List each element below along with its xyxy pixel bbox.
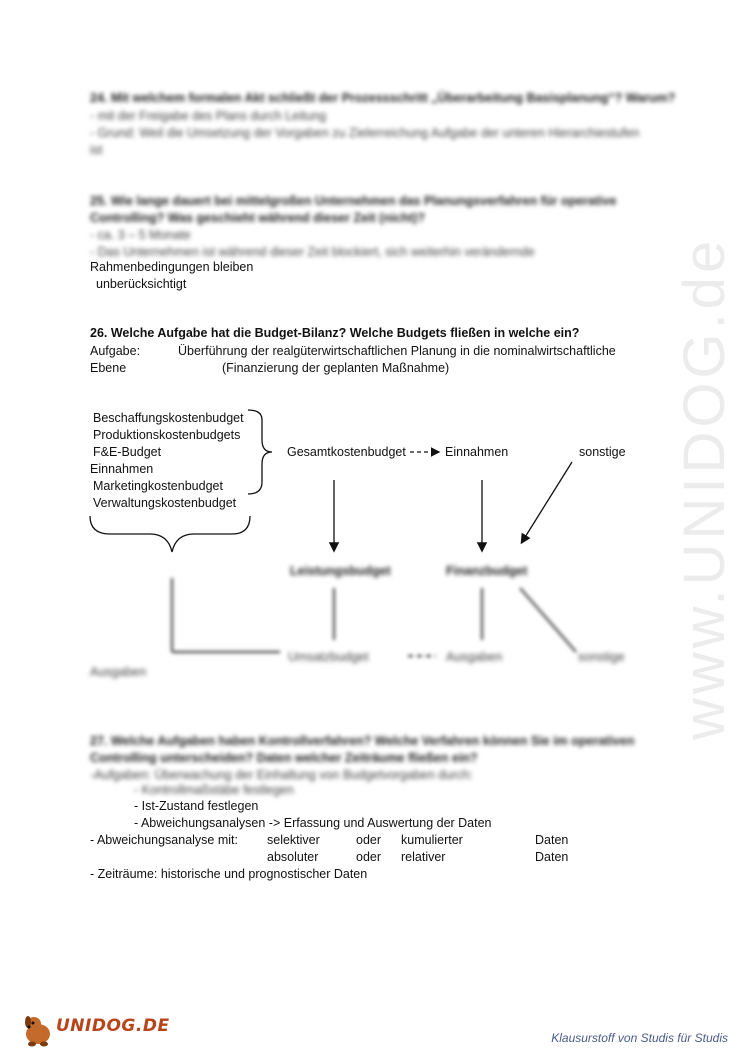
umsatzbudget-label: Umsatzbudget — [288, 650, 369, 664]
q27-title2: Controlling unterscheiden? Daten welcher Zeiträume fließen ein? — [90, 751, 478, 765]
budget-item-fe: F&E-Budget — [93, 445, 162, 459]
footer-slogan: Klausurstoff von Studis für Studis — [551, 1031, 728, 1045]
q27-item2: - Ist-Zustand festlegen — [134, 799, 259, 813]
q27-row1-a: selektiver — [267, 833, 320, 847]
q26-title: 26. Welche Aufgabe hat die Budget-Bilanz? Welche Budgets fließen in welche ein? — [90, 326, 580, 340]
q26-ebene-text: (Finanzierung der geplanten Maßnahme) — [222, 361, 450, 375]
q25-title2: Controlling? Was geschieht während dieser Zeit (nicht)? — [90, 211, 425, 225]
q24-line2: - Grund: Weil die Umsetzung der Vorgaben zu Zielerreichung Aufgabe der unteren Hierarchiestufen — [90, 126, 640, 140]
q25-line4: unberücksichtigt — [96, 277, 187, 291]
bottom-brace — [90, 516, 250, 552]
q27-item1: - Kontrollmaßstäbe festlegen — [134, 783, 294, 797]
right-brace — [248, 410, 272, 494]
q25-title: 25. Wie lange dauert bei mittelgroßen Unternehmen das Planungsverfahren für operative — [90, 194, 617, 208]
logo-text: UNIDOG.DE — [56, 1016, 170, 1036]
q27-abw-label: - Abweichungsanalyse mit: — [90, 833, 238, 847]
q27-row1-d: Daten — [535, 833, 569, 847]
q26-aufgabe-text: Überführung der realgüterwirtschaftlichen Planung in die nominalwirtschaftliche — [178, 344, 616, 358]
q25-line1: - ca. 3 – 5 Monate — [90, 228, 191, 242]
gesamtkostenbudget-label: Gesamtkostenbudget — [287, 445, 406, 459]
budget-item-marketing: Marketingkostenbudget — [93, 479, 223, 493]
q27-item3: - Abweichungsanalysen -> Erfassung und Auswertung der Daten — [134, 816, 492, 830]
q27-row2-b: oder — [356, 850, 382, 864]
q27-zeitraeume: - Zeiträume: historische und prognostischer Daten — [90, 867, 368, 881]
q26-ebene-label: Ebene — [90, 361, 127, 375]
q24-line3: ist — [90, 143, 103, 157]
budget-item-einnahmen: Einnahmen — [90, 462, 154, 476]
q26-aufgabe-label: Aufgabe: — [90, 344, 141, 358]
ausgaben-mid-label: Ausgaben — [446, 650, 503, 664]
q27-aufgaben: -Aufgaben: Überwachung der Einhaltung von Budgetvorgaben durch: — [90, 768, 473, 782]
q27-row1-b: oder — [356, 833, 382, 847]
dog-icon — [18, 1010, 58, 1050]
q24-line1: - mit der Freigabe des Plans durch Leitung — [90, 109, 327, 123]
q27-row2-d: Daten — [535, 850, 569, 864]
einnahmen-label: Einnahmen — [445, 445, 509, 459]
finanzbudget-label: Finanzbudget — [446, 564, 528, 578]
sonstige-top-label: sonstige — [579, 445, 626, 459]
q27-title: 27. Welche Aufgaben haben Kontrollverfahren? Welche Verfahren können Sie im operativen — [90, 734, 635, 748]
ausgaben-left-label: Ausgaben — [90, 665, 147, 679]
q25-line2: - Das Unternehmen ist während dieser Zeit blockiert, sich weiterhin verändernde — [90, 245, 535, 259]
line-sonstige-diag — [522, 462, 572, 542]
leistungsbudget-label: Leistungsbudget — [290, 564, 391, 578]
budget-item-verwaltung: Verwaltungskostenbudget — [93, 496, 237, 510]
sonstige-bottom-label: sonstige — [578, 650, 625, 664]
budget-item-beschaffung: Beschaffungskostenbudget — [93, 411, 244, 425]
unidog-logo — [18, 1010, 178, 1050]
q24-title: 24. Mit welchem formalen Akt schließt der Prozessschritt „Überarbeitung Basisplanung“? Warum? — [90, 91, 676, 105]
watermark: www.UNIDOG.de — [672, 236, 737, 740]
q27-row2-c: relativer — [401, 850, 446, 864]
q25-line3: Rahmenbedingungen bleiben — [90, 260, 254, 274]
q27-row1-c: kumulierter — [401, 833, 463, 847]
q27-row2-a: absoluter — [267, 850, 319, 864]
budget-item-produktion: Produktionskostenbudgets — [93, 428, 241, 442]
